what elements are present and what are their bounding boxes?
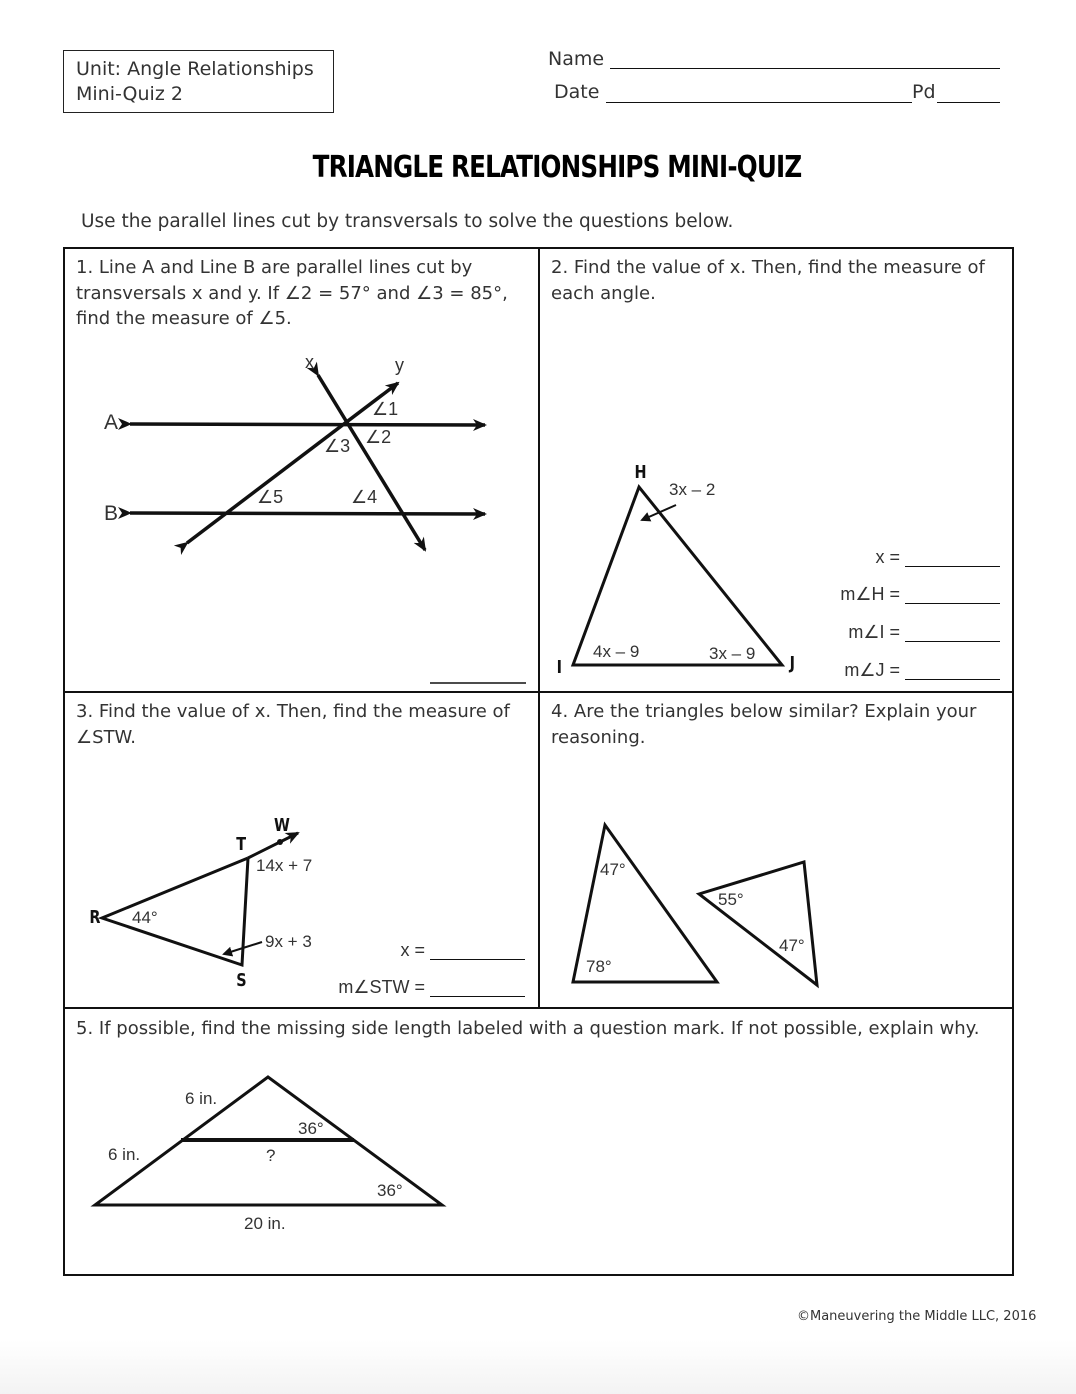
- page-title: TRIANGLE RELATIONSHIPS MINI-QUIZ: [312, 150, 802, 185]
- triangle-2: [699, 862, 817, 985]
- label-angle-1: ∠1: [372, 399, 399, 419]
- q3-mstw-answer[interactable]: [430, 996, 525, 997]
- base-length: 20 in.: [244, 1214, 286, 1233]
- unit-label: Unit: Angle Relationships: [76, 58, 314, 80]
- label-line-a: A: [104, 411, 119, 434]
- q3-mstw-label: m∠STW =: [338, 977, 425, 997]
- instructions: Use the parallel lines cut by transversals to solve the questions below.: [81, 211, 734, 232]
- period-label: Pd: [912, 81, 936, 103]
- label-transversal-x: x: [305, 352, 314, 372]
- label-angle-5: ∠5: [257, 487, 284, 507]
- name-label: Name: [548, 48, 605, 70]
- label-line-b: B: [104, 502, 119, 525]
- transversal-y: [187, 383, 398, 543]
- copyright: ©Maneuvering the Middle LLC, 2016: [797, 1309, 1037, 1324]
- tri2-angle-bottom: 47°: [779, 936, 805, 955]
- tri1-angle-bottom-left: 78°: [586, 957, 612, 976]
- vertex-j: J: [789, 653, 796, 674]
- label-angle-4: ∠4: [351, 487, 378, 507]
- date-label: Date: [554, 81, 600, 103]
- label-angle-3: ∠3: [324, 436, 351, 456]
- question-2-text: 2. Find the value of x. Then, find the measure of each angle.: [551, 257, 985, 304]
- q3-x-label: x =: [400, 940, 425, 960]
- q2-mi-label: m∠I =: [848, 622, 900, 642]
- triangle-rst: [102, 858, 248, 965]
- vertex-i: I: [556, 657, 563, 678]
- question-5-text: 5. If possible, find the missing side length labeled with a question mark. If not possible, explain why.: [76, 1018, 980, 1039]
- label-transversal-y: y: [395, 355, 404, 375]
- vertex-r: R: [89, 907, 101, 928]
- triangle-hij: [573, 487, 782, 665]
- angle-r-value: 44°: [132, 908, 158, 927]
- angle-h-pointer: [642, 505, 676, 520]
- q2-mh-label: m∠H =: [840, 584, 900, 604]
- question-4-text: 4. Are the triangles below similar? Explain your reasoning.: [551, 701, 977, 748]
- angle-s-expression: 9x + 3: [265, 932, 312, 951]
- side-upper-length: 6 in.: [185, 1089, 218, 1108]
- angle-lower-value: 36°: [377, 1181, 403, 1200]
- question-3-text: 3. Find the value of x. Then, find the measure of ∠STW.: [76, 701, 510, 748]
- quiz-label: Mini-Quiz 2: [76, 83, 183, 105]
- tri1-angle-top: 47°: [600, 860, 626, 879]
- q2-x-answer[interactable]: [905, 566, 1000, 567]
- vertex-s: S: [236, 970, 247, 991]
- label-angle-2: ∠2: [365, 427, 392, 447]
- side-lower-length: 6 in.: [108, 1145, 141, 1164]
- angle-t-exterior-expression: 14x + 7: [256, 856, 313, 875]
- ray-tw: [248, 833, 298, 858]
- vertex-h: H: [634, 462, 647, 483]
- line-a: [130, 424, 485, 425]
- tri2-angle-left: 55°: [718, 890, 744, 909]
- q2-mh-answer[interactable]: [905, 603, 1000, 604]
- question-1-text: 1. Line A and Line B are parallel lines cut by transversals x and y. If ∠2 = 57° and ∠3 = 85°, find the measure of ∠5.: [76, 257, 508, 329]
- angle-j-expression: 3x – 9: [709, 644, 756, 663]
- q2-mj-label: m∠J =: [844, 660, 900, 680]
- line-b: [130, 513, 485, 514]
- angle-i-expression: 4x – 9: [593, 642, 640, 661]
- q2-x-label: x =: [875, 547, 900, 567]
- q2-mj-answer[interactable]: [905, 679, 1000, 680]
- point-w-label: W: [273, 815, 290, 836]
- q2-mi-answer[interactable]: [905, 641, 1000, 642]
- angle-upper-value: 36°: [298, 1119, 324, 1138]
- point-w: [277, 839, 283, 845]
- q3-x-answer[interactable]: [430, 959, 525, 960]
- vertex-t: T: [236, 834, 247, 855]
- missing-side-label: ?: [266, 1146, 276, 1165]
- angle-h-expression: 3x – 2: [669, 480, 716, 499]
